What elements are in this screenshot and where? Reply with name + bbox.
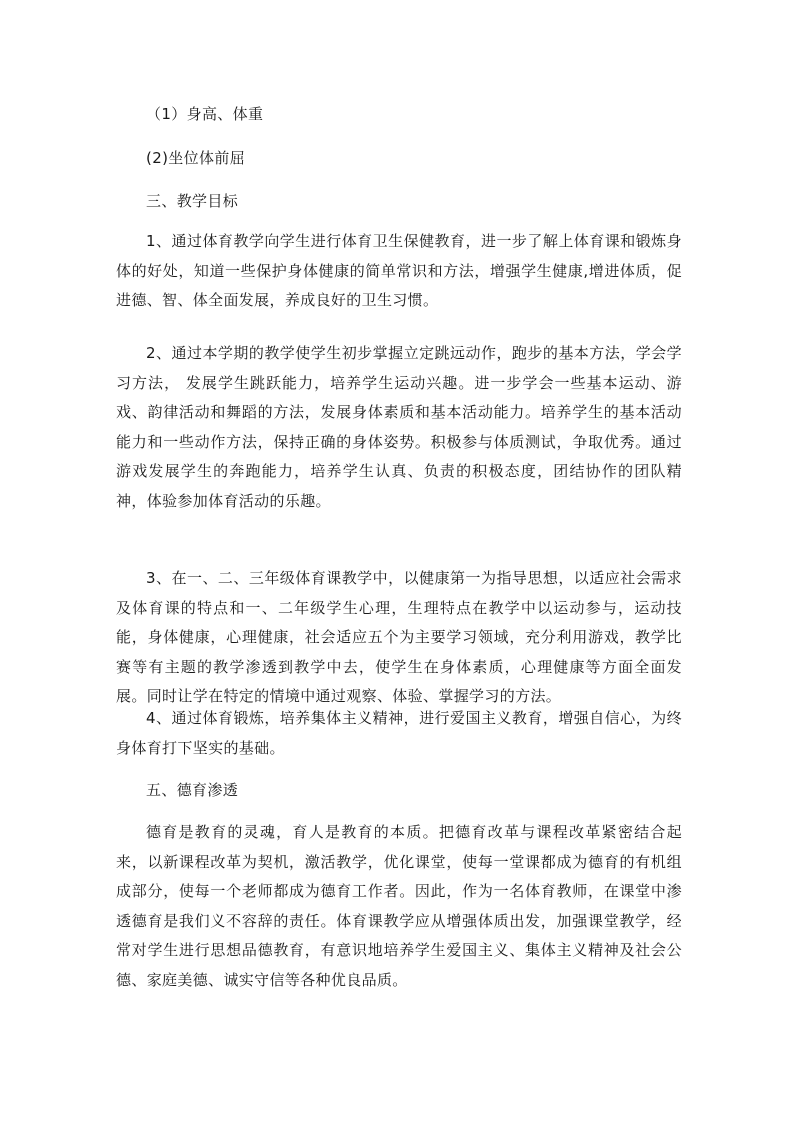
goal-paragraph-1: 1、通过体育教学向学生进行体育卫生保健教育，进一步了解上体育课和锻炼身体的好处，知道一些保护身体健康的简单常识和方法，增强学生健康,增进体质，促进德、智、体全面发展，养成良好的卫生习惯。 (116, 232, 682, 309)
moral-education-paragraph: 德育是教育的灵魂，育人是教育的本质。把德育改革与课程改革紧密结合起来，以新课程改革为契机，激活教学，优化课堂，使每一堂课都成为德育的有机组成部分，使每一个老师都成为德育工作者。因此，作为一名体育教师，在课堂中渗透德育是我们义不容辞的责任。体育课教学应从增强体质出发，加强课堂教学，经常对学生进行思想品德教育，有意识地培养学生爱国主义、集体主义精神及社会公德、家庭美德、诚实守信等各种优良品质。 (116, 823, 682, 989)
goal-paragraph-4: 4、通过体育锻炼，培养集体主义精神，进行爱国主义教育，增强自信心，为终身体育打下坚实的基础。 (116, 709, 682, 757)
test-item-height-weight: （1）身高、体重 (146, 105, 264, 123)
section-heading-teaching-goals: 三、教学目标 (146, 192, 239, 210)
goal-paragraph-3: 3、在一、二、三年级体育课教学中，以健康第一为指导思想，以适应社会需求及体育课的特点和一、二年级学生心理，生理特点在教学中以运动参与，运动技能，身体健康，心理健康，社会适应五个为主要学习领域，充分利用游戏，教学比赛等有主题的教学渗透到教学中去，使学生在身体素质，心理健康等方面全面发展。同时让学在特定的情境中通过观察、体验、掌握学习的方法。 (116, 569, 682, 705)
test-item-sit-and-reach: (2)坐位体前屈 (146, 149, 246, 167)
section-heading-moral-education: 五、德育渗透 (146, 781, 239, 799)
goal-paragraph-2: 2、通过本学期的教学使学生初步掌握立定跳远动作，跑步的基本方法，学会学习方法， 发展学生跳跃能力，培养学生运动兴趣。进一步学会一些基本运动、游戏、韵律活动和舞蹈的方法，发展身体素质和基本活动能力。培养学生的基本活动能力和一些动作方法，保持正确的身体姿势。积极参与体质测试，争取优秀。通过游戏发展学生的奔跑能力，培养学生认真、负责的积极态度，团结协作的团队精神，体验参加体育活动的乐趣。 (116, 344, 682, 510)
